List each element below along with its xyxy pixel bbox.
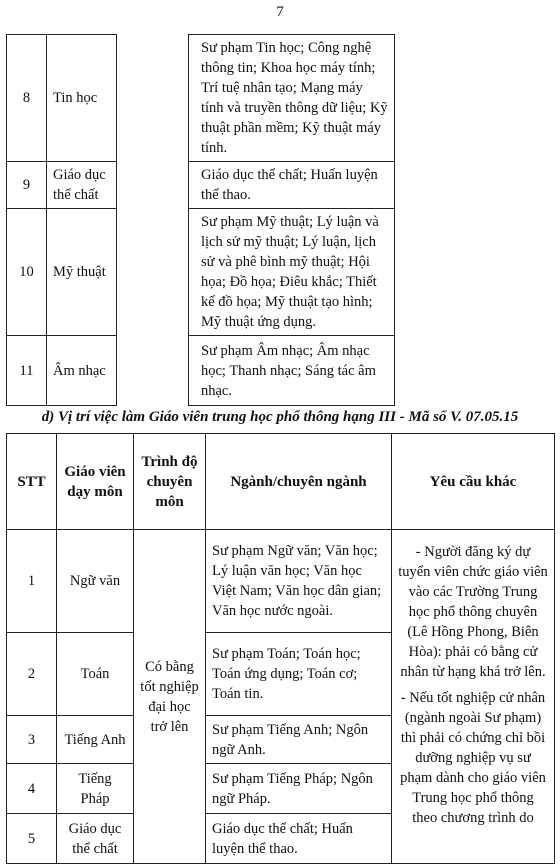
row-number: 5 (7, 814, 57, 864)
subject-name: Mỹ thuật (47, 209, 117, 336)
requirement-paragraph: - Nếu tốt nghiệp cử nhân (ngành ngoài Sư phạm) thì phải có chứng chỉ bồi dưỡng nghiệp vụ sư phạm dành cho giáo viên Trung học phổ thông theo chương trình do (400, 690, 546, 826)
row-number: 8 (7, 35, 47, 162)
major-list: Sư phạm Tin học; Công nghệ thông tin; Khoa học máy tính; Trí tuệ nhân tạo; Mạng máy tính và truyền thông dữ liệu; Kỹ thuật phần mềm; Kỹ thuật máy tính. (189, 35, 395, 162)
row-number: 9 (7, 162, 47, 209)
continued-subject-table (6, 34, 555, 406)
major-list: Sư phạm Âm nhạc; Âm nhạc học; Thanh nhạc; Sáng tác âm nhạc. (189, 336, 395, 406)
teacher-requirements-table (6, 433, 555, 864)
subject-name: Giáo dục thể chất (47, 162, 117, 209)
header-major: Ngành/chuyên ngành (206, 434, 392, 530)
subject-name: Âm nhạc (47, 336, 117, 406)
subject-name: Ngữ văn (57, 530, 134, 633)
major-list: Sư phạm Toán; Toán học; Toán ứng dụng; Toán cơ; Toán tin. (206, 633, 392, 716)
table-row (7, 530, 555, 633)
row-number: 1 (7, 530, 57, 633)
row-number: 4 (7, 764, 57, 814)
major-list: Sư phạm Ngữ văn; Văn học; Lý luận văn học; Văn học Việt Nam; Văn học dân gian; Văn học nước ngoài. (206, 530, 392, 633)
table-row (7, 35, 555, 162)
major-list: Sư phạm Mỹ thuật; Lý luận và lịch sử mỹ thuật; Lý luận, lịch sử và phê bình mỹ thuật; Hội họa; Đồ họa; Điêu khắc; Thiết kế đồ họa; Mỹ thuật tạo hình; Mỹ thuật ứng dụng. (189, 209, 395, 336)
subject-name: Giáo dục thể chất (57, 814, 134, 864)
row-number: 11 (7, 336, 47, 406)
degree-requirement: Có bằng tốt nghiệp đại học trở lên (134, 530, 206, 864)
subject-name: Tin học (47, 35, 117, 162)
header-teacher: Giáo viên dạy môn (57, 434, 134, 530)
header-level: Trình độ chuyên môn (134, 434, 206, 530)
major-list: Sư phạm Tiếng Anh; Ngôn ngữ Anh. (206, 716, 392, 764)
degree-cell-blank (117, 35, 189, 406)
requirement-paragraph: - Người đăng ký dự tuyển viên chức giáo viên vào các Trường Trung học phổ thông chuyên (Lê Hồng Phong, Biên Hòa): phải có bằng cử nhân từ hạng khá trở lên. (398, 544, 548, 680)
header-stt: STT (7, 434, 57, 530)
subject-name: Toán (57, 633, 134, 716)
header-other-requirements: Yêu cầu khác (392, 434, 555, 530)
page-number: 7 (276, 4, 284, 20)
major-list: Giáo dục thể chất; Huấn luyện thể thao. (189, 162, 395, 209)
row-number: 2 (7, 633, 57, 716)
major-list: Sư phạm Tiếng Pháp; Ngôn ngữ Pháp. (206, 764, 392, 814)
subject-name: Tiếng Anh (57, 716, 134, 764)
requirements-cell-blank (395, 35, 555, 406)
row-number: 10 (7, 209, 47, 336)
major-list: Giáo dục thể chất; Huấn luyện thể thao. (206, 814, 392, 864)
row-number: 3 (7, 716, 57, 764)
other-requirements (392, 530, 555, 864)
table-header-row (7, 434, 555, 530)
subject-name: Tiếng Pháp (57, 764, 134, 814)
section-heading: d) Vị trí việc làm Giáo viên trung học phổ thông hạng III - Mã số V. 07.05.15 (41, 409, 519, 425)
